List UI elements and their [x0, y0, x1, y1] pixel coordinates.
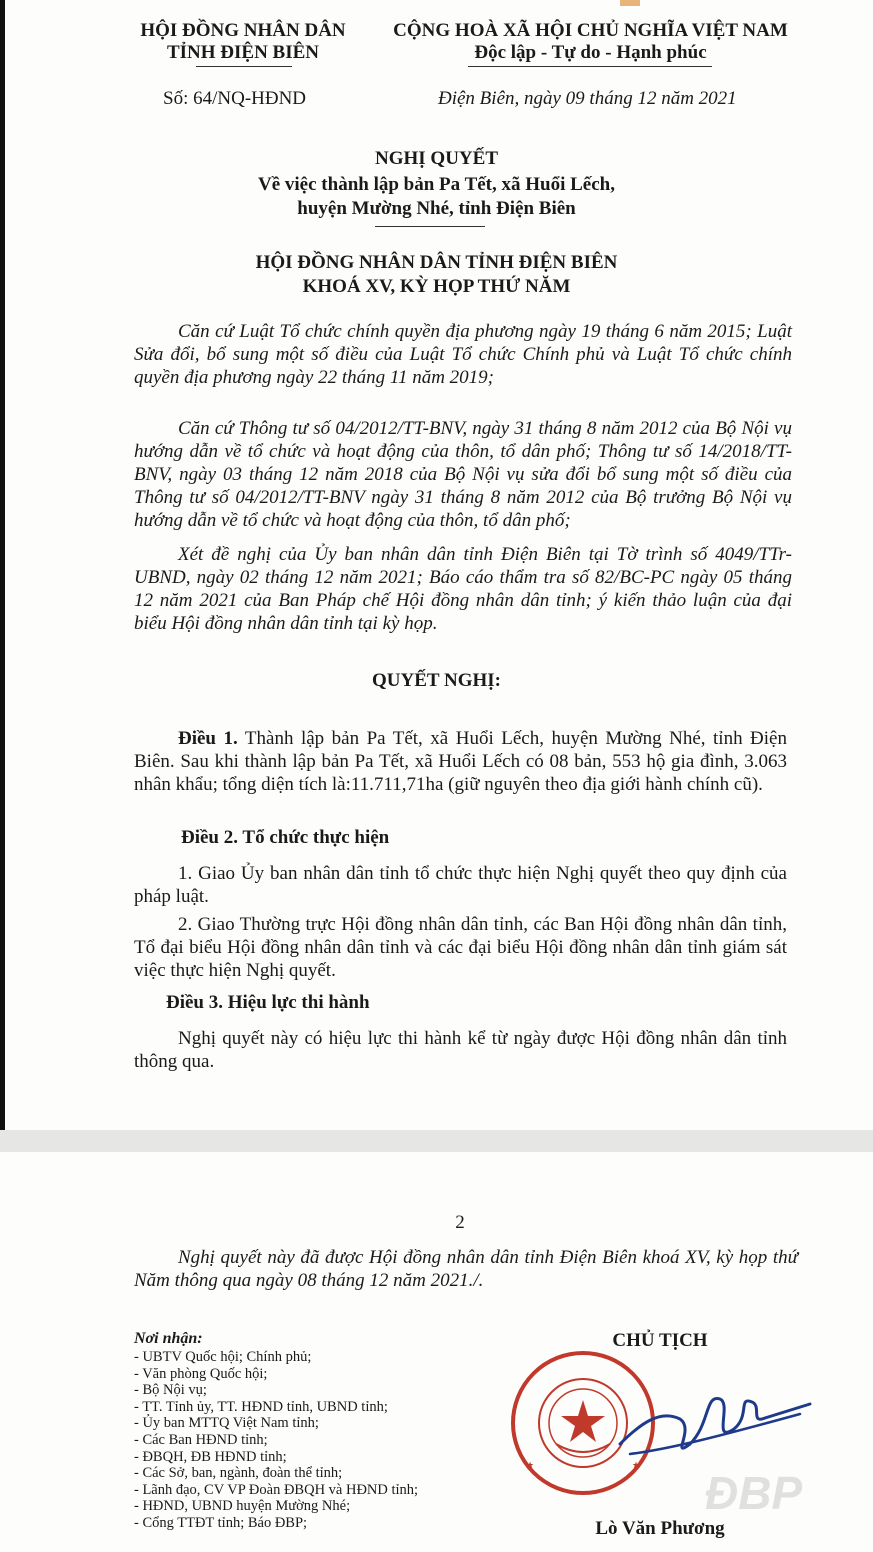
recipients-heading: Nơi nhận: — [134, 1330, 203, 1347]
recipient-item: - UBTV Quốc hội; Chính phủ; — [134, 1349, 312, 1365]
page-separator — [0, 1130, 873, 1152]
article-3-text: Nghị quyết này có hiệu lực thi hành kể từ ngày được Hội đồng nhân dân tỉnh thông qua. — [134, 1028, 787, 1072]
header-underline-left — [196, 66, 292, 67]
recipients-list — [134, 1349, 494, 1532]
document-subject-line1: Về việc thành lập bản Pa Tết, xã Huổi Lếch, — [258, 174, 615, 195]
article-1-label: Điều 1. — [178, 728, 238, 749]
article-2-item-2: 2. Giao Thường trực Hội đồng nhân dân tỉnh, các Ban Hội đồng nhân dân tỉnh, Tổ đại biểu Hội đồng nhân dân tỉnh và các đại biểu Hội đồng nhân dân tỉnh giám sát việc thực hiện Nghị quyết. — [134, 914, 787, 981]
council-heading: HỘI ĐỒNG NHÂN DÂN TỈNH ĐIỆN BIÊN — [255, 252, 618, 273]
document-type: NGHỊ QUYẾT — [375, 148, 498, 169]
recipient-item: - Bộ Nội vụ; — [134, 1382, 207, 1399]
recipient-item: - Văn phòng Quốc hội; — [134, 1365, 268, 1382]
issuing-body-line1: HỘI ĐỒNG NHÂN DÂN — [140, 20, 346, 41]
recipient-item: - ĐBQH, ĐB HĐND tỉnh; — [134, 1448, 287, 1465]
issuing-body-line2: TỈNH ĐIỆN BIÊN — [166, 42, 320, 63]
document-page-2 — [0, 1152, 873, 1552]
article-1-text: Thành lập bản Pa Tết, xã Huổi Lếch, huyện Mường Nhé, tỉnh Điện Biên. Sau khi thành lập bản Pa Tết, xã Huổi Lếch có 08 bản, 553 hộ gia đình, 3.063 nhân khẩu; tổng diện tích là:11.711,71ha (giữ nguyên theo địa giới hành chính cũ). — [134, 728, 787, 795]
watermark: ĐBP — [705, 1467, 803, 1519]
session-heading: KHOÁ XV, KỲ HỌP THỨ NĂM — [302, 276, 571, 297]
seal-star-mark: ★ — [632, 1460, 641, 1470]
closing-statement: Nghị quyết này đã được Hội đồng nhân dân tỉnh Điện Biên khoá XV, kỳ họp thứ Năm thông qua ngày 08 tháng 12 năm 2021./. — [134, 1247, 798, 1291]
recipient-item: - TT. Tỉnh ủy, TT. HĐND tỉnh, UBND tỉnh; — [134, 1398, 388, 1415]
article-2-heading: Điều 2. Tổ chức thực hiện — [181, 827, 390, 848]
page-number: 2 — [455, 1212, 465, 1233]
national-motto — [378, 20, 803, 64]
article-3-heading: Điều 3. Hiệu lực thi hành — [166, 992, 370, 1013]
title-underline — [375, 226, 485, 227]
preamble-paragraph-3: Xét đề nghị của Ủy ban nhân dân tỉnh Điện Biên tại Tờ trình số 4049/TTr-UBND, ngày 02 tháng 12 năm 2021; Báo cáo thẩm tra số 82/BC-PC ngày 05 tháng 12 năm 2021 của Ban Pháp chế Hội đồng nhân dân tỉnh; ý kiến thảo luận của đại biểu Hội đồng nhân dân tỉnh tại kỳ họp. — [134, 544, 792, 634]
signature-icon — [600, 1374, 815, 1474]
recipient-item: - Các Sở, ban, ngành, đoàn thể tỉnh; — [134, 1465, 343, 1482]
article-1 — [134, 727, 787, 796]
recipient-item: - Lãnh đạo, CV VP Đoàn ĐBQH và HĐND tỉnh; — [134, 1481, 419, 1498]
scan-artifact — [620, 0, 640, 6]
document-subject-line2: huyện Mường Nhé, tỉnh Điện Biên — [297, 198, 576, 219]
seal-star-mark: ★ — [526, 1460, 535, 1470]
preamble-paragraph-1: Căn cứ Luật Tổ chức chính quyền địa phương ngày 19 tháng 6 năm 2015; Luật Sửa đổi, bổ sung một số điều của Luật Tổ chức Chính phủ và Luật Tổ chức chính quyền địa phương ngày 22 tháng 11 năm 2019; — [134, 321, 792, 388]
motto: Độc lập - Tự do - Hạnh phúc — [474, 42, 707, 63]
signer-title: CHỦ TỊCH — [612, 1330, 708, 1351]
recipient-item: - HĐND, UBND huyện Mường Nhé; — [134, 1498, 351, 1515]
nation-name: CỘNG HOÀ XÃ HỘI CHỦ NGHĨA VIỆT NAM — [393, 20, 788, 41]
preamble-paragraph-2: Căn cứ Thông tư số 04/2012/TT-BNV, ngày 31 tháng 8 năm 2012 của Bộ Nội vụ hướng dẫn về tổ chức và hoạt động của thôn, tổ dân phố; Thông tư số 14/2018/TT-BNV, ngày 03 tháng 12 năm 2018 của Bộ Nội vụ sửa đổi bổ sung một số điều của Thông tư số 04/2012/TT-BNV ngày 31 tháng 8 năm 2012 của Bộ trưởng Bộ Nội vụ hướng dẫn về tổ chức và hoạt động của thôn, tổ dân phố; — [134, 418, 792, 531]
issuing-body — [128, 20, 358, 64]
signer-name: Lò Văn Phương — [595, 1518, 725, 1539]
header-underline-right — [468, 66, 712, 67]
document-number: Số: 64/NQ-HĐND — [163, 88, 307, 109]
place-date: Điện Biên, ngày 09 tháng 12 năm 2021 — [438, 88, 737, 109]
decision-heading: QUYẾT NGHỊ: — [372, 670, 501, 691]
recipient-item: - Cổng TTĐT tỉnh; Báo ĐBP; — [134, 1514, 308, 1531]
article-2-item-1: 1. Giao Ủy ban nhân dân tỉnh tổ chức thực hiện Nghị quyết theo quy định của pháp luật. — [134, 863, 787, 907]
recipient-item: - Các Ban HĐND tỉnh; — [134, 1431, 268, 1448]
recipient-item: - Ủy ban MTTQ Việt Nam tỉnh; — [134, 1415, 319, 1432]
